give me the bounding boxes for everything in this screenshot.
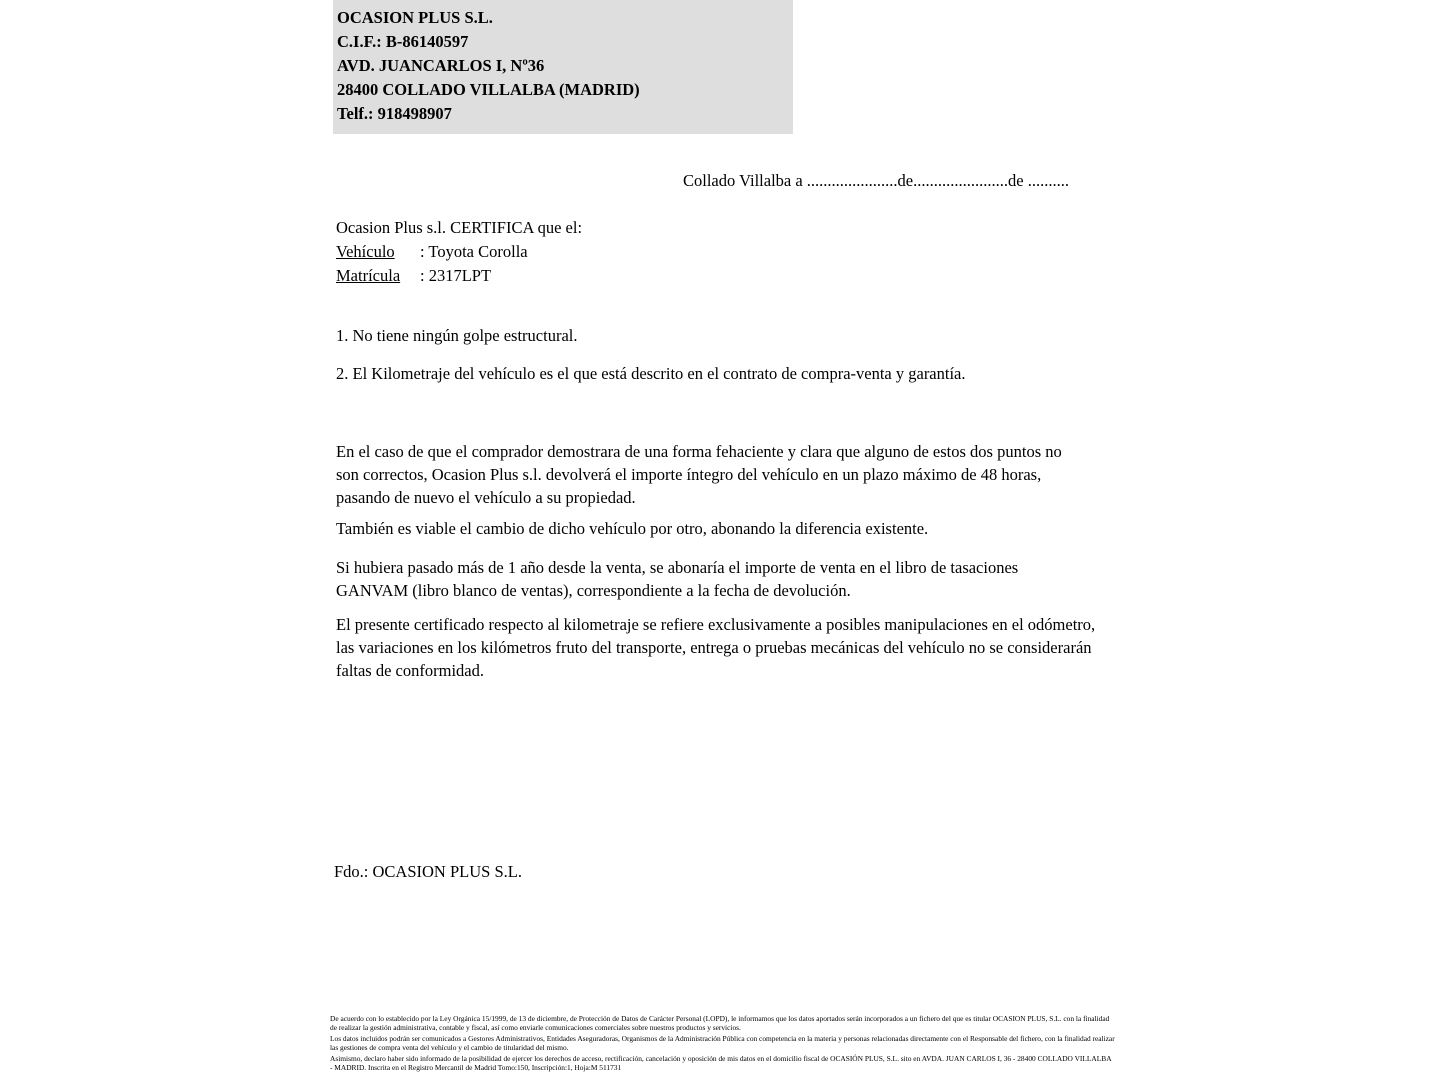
vehicle-value: : Toyota Corolla xyxy=(420,242,528,261)
legal-paragraph-2: Los datos incluidos podrán ser comunicados a Gestores Administrativos, Entidades Aseguradoras, Organismos de la Administración Pública con competencia en la materia y personas relacionadas directamente con el Responsable del fichero, con la finalidad realizar las gestiones de compra venta del vehículo y el cambio de titularidad del mismo. xyxy=(330,1034,1115,1052)
legal-paragraph-3: Asimismo, declaro haber sido informado de la posibilidad de ejercer los derechos de acceso, rectificación, cancelación y oposición de mis datos en el domicilio fiscal de OCASIÓN PLUS, S.L. sito en AVDA. JUAN CARLOS I, 36 - 28400 COLLADO VILLALBA - MADRID. Inscrita en el Registro Mercantil de Madrid Tomo:150, Inscripción:1, Hoja:M 511731 xyxy=(330,1054,1112,1072)
certification-intro: Ocasion Plus s.l. CERTIFICA que el: xyxy=(336,218,583,237)
signature-line: Fdo.: OCASION PLUS S.L. xyxy=(334,862,522,881)
legal-footer xyxy=(330,1015,1115,1073)
company-city: 28400 COLLADO VILLALBA (MADRID) xyxy=(337,80,640,99)
point-2: 2. El Kilometraje del vehículo es el que está descrito en el contrato de compra-venta y garantía. xyxy=(336,364,966,383)
legal-paragraph-1: De acuerdo con lo establecido por la Ley Orgánica 15/1999, de 13 de diciembre, de Protección de Datos de Carácter Personal (LOPD), le informamos que los datos aportados serán incorporados a un fichero del que es titular OCASION PLUS, S.L. con la finalidad de realizar la gestión administrativa, contable y fiscal, así como enviarle comunicaciones comerciales sobre nuestros productos y servicios. xyxy=(330,1014,1110,1032)
point-1: 1. No tiene ningún golpe estructural. xyxy=(336,326,578,345)
paragraph-4: El presente certificado respecto al kilometraje se refiere exclusivamente a posibles manipulaciones en el odómetro, las variaciones en los kilómetros fruto del transporte, entrega o pruebas mecánicas del vehículo no se considerarán faltas de conformidad. xyxy=(336,615,1096,680)
company-name: OCASION PLUS S.L. xyxy=(337,8,493,27)
vehicle-label: Vehículo xyxy=(336,242,395,261)
paragraph-3: Si hubiera pasado más de 1 año desde la venta, se abonaría el importe de venta en el libro de tasaciones GANVAM (libro blanco de ventas), correspondiente a la fecha de devolución. xyxy=(336,558,1019,600)
paragraph-1: En el caso de que el comprador demostrara de una forma fehaciente y clara que alguno de estos dos puntos no son correctos, Ocasion Plus s.l. devolverá el importe íntegro del vehículo en un plazo máximo de 48 horas, pasando de nuevo el vehículo a su propiedad. xyxy=(336,442,1062,507)
company-cif: C.I.F.: B-86140597 xyxy=(337,32,469,51)
date-line: Collado Villalba a ......................de.......................de .......... xyxy=(683,171,1069,190)
certification-block xyxy=(336,216,582,288)
plate-value: : 2317LPT xyxy=(420,266,492,285)
vehicle-row xyxy=(336,240,582,264)
paragraph-2: También es viable el cambio de dicho vehículo por otro, abonando la diferencia existente. xyxy=(336,519,929,538)
company-phone: Telf.: 918498907 xyxy=(337,104,452,123)
plate-row xyxy=(336,264,582,288)
letterhead-block xyxy=(333,0,793,134)
company-address: AVD. JUANCARLOS I, Nº36 xyxy=(337,56,545,75)
plate-label: Matrícula xyxy=(336,266,401,285)
